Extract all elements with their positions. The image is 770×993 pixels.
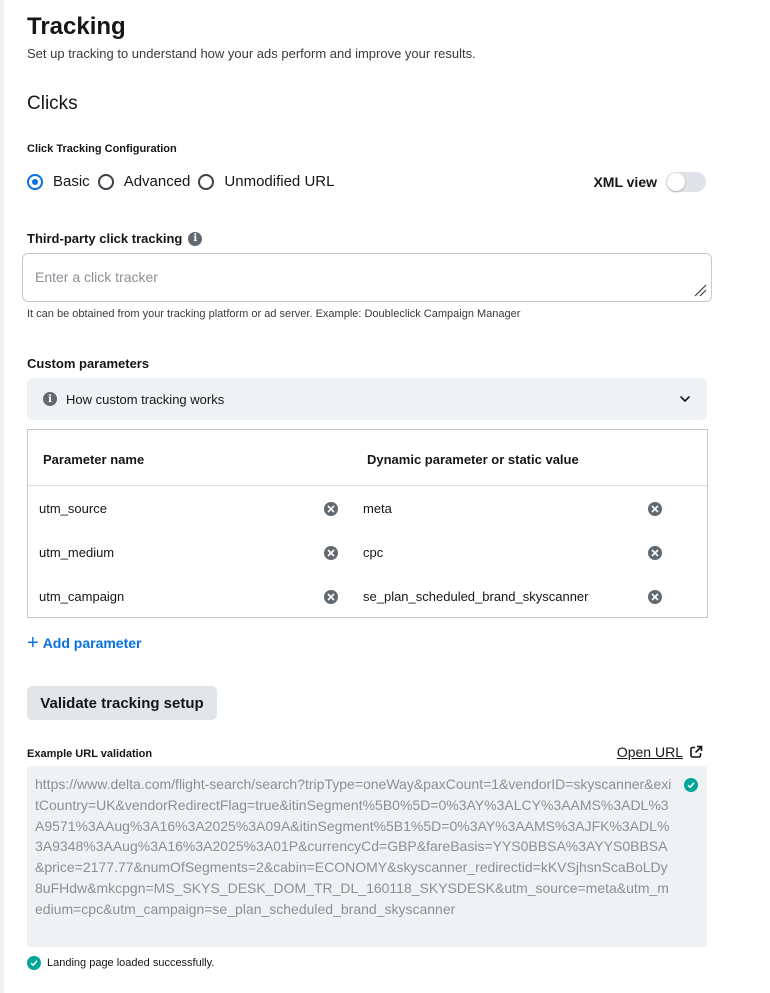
click-tracker-placeholder: Enter a click tracker	[35, 269, 158, 285]
radio-advanced-indicator[interactable]	[98, 174, 114, 190]
add-parameter-button[interactable]	[27, 634, 142, 652]
left-panel-edge	[0, 0, 4, 993]
accordion-label: How custom tracking works	[66, 391, 225, 407]
validation-status	[27, 956, 214, 970]
example-url-text: https://www.delta.com/flight-search/search?tripType=oneWay&paxCount=1&vendorID=skyscanner&exitCountry=UK&vendorRedirectFlag=true&itinSegment%5B0%5D=0%3AY%3ALCY%3AAMS%3ADL%3A9571%3AAug%3A16%3A2025%3A09A&itinSegment%5B1%5D=0%3AY%3AAMS%3AJFK%3ADL%3A9348%3AAug%3A16%3A2025%3A01P&currencyCd=GBP&fareBasis=YYS0BBSA%3AYYS0BBSA&price=2177.77&numOfSegments=2&cabin=ECONOMY&skyscanner_redirectid=kKVSjhsnScaBoLDy8uFHdw&mkcpgn=MS_SKYS_DESK_DOM_TR_DL_160118_SKYSDESK&utm_source=meta&utm_medium=cpc&utm_campaign=se_plan_scheduled_brand_skyscanner	[35, 776, 672, 917]
info-icon[interactable]: i	[188, 232, 202, 246]
parameter-name-cell[interactable]: utm_medium	[39, 545, 115, 560]
clear-icon[interactable]	[648, 590, 662, 604]
parameter-name-cell[interactable]: utm_source	[39, 501, 107, 516]
open-url-label: Open URL	[616, 744, 683, 760]
click-config-radio-group	[27, 170, 342, 194]
page-subtitle: Set up tracking to understand how your ads perform and improve your results.	[27, 46, 476, 61]
custom-parameters-table	[27, 429, 708, 618]
info-icon: i	[43, 392, 57, 406]
check-circle-icon	[684, 778, 698, 792]
validate-tracking-button[interactable]: Validate tracking setup	[27, 686, 217, 720]
page-title: Tracking	[27, 13, 126, 40]
xml-view-label: XML view	[593, 174, 657, 190]
clear-icon[interactable]	[324, 502, 338, 516]
clear-icon[interactable]	[324, 546, 338, 560]
click-config-label: Click Tracking Configuration	[27, 143, 177, 155]
example-url-label: Example URL validation	[27, 748, 153, 760]
parameter-value-cell[interactable]: meta	[363, 501, 392, 516]
column-header-parameter-value: Dynamic parameter or static value	[367, 452, 579, 467]
radio-basic-indicator[interactable]	[27, 174, 43, 190]
radio-unmodified-url-indicator[interactable]	[198, 174, 214, 190]
click-tracker-input[interactable]	[22, 253, 712, 302]
custom-parameters-label: Custom parameters	[27, 356, 150, 371]
clear-icon[interactable]	[648, 546, 662, 560]
radio-unmodified-url-label: Unmodified URL	[224, 173, 335, 190]
example-url-box	[27, 766, 707, 947]
plus-icon: +	[27, 632, 39, 654]
table-header-divider	[28, 485, 707, 486]
external-link-icon	[689, 745, 703, 759]
clear-icon[interactable]	[324, 590, 338, 604]
resize-handle-icon[interactable]	[693, 283, 707, 297]
third-party-tracking-label-text: Third-party click tracking	[27, 231, 183, 246]
radio-advanced[interactable]	[98, 172, 191, 192]
xml-view-toggle[interactable]	[666, 172, 706, 192]
custom-tracking-accordion[interactable]	[27, 378, 707, 420]
xml-view-control	[593, 172, 706, 192]
clicks-heading: Clicks	[27, 93, 78, 114]
check-circle-icon	[27, 956, 41, 970]
open-url-link[interactable]	[617, 744, 703, 760]
third-party-tracking-label	[27, 231, 202, 246]
clear-icon[interactable]	[648, 502, 662, 516]
parameter-value-cell[interactable]: cpc	[363, 545, 384, 560]
third-party-tracking-hint: It can be obtained from your tracking platform or ad server. Example: Doubleclick Campaign Manager	[27, 308, 521, 320]
parameter-value-cell[interactable]: se_plan_scheduled_brand_skyscanner	[363, 589, 589, 604]
radio-advanced-label: Advanced	[123, 173, 191, 190]
parameter-name-cell[interactable]: utm_campaign	[39, 589, 125, 604]
chevron-down-icon	[679, 393, 691, 405]
radio-basic[interactable]	[27, 172, 90, 192]
add-parameter-label: Add parameter	[42, 635, 142, 651]
column-header-parameter-name: Parameter name	[43, 452, 145, 467]
validation-status-text: Landing page loaded successfully.	[47, 957, 215, 969]
radio-unmodified-url[interactable]	[198, 172, 334, 192]
radio-basic-label: Basic	[53, 173, 90, 190]
